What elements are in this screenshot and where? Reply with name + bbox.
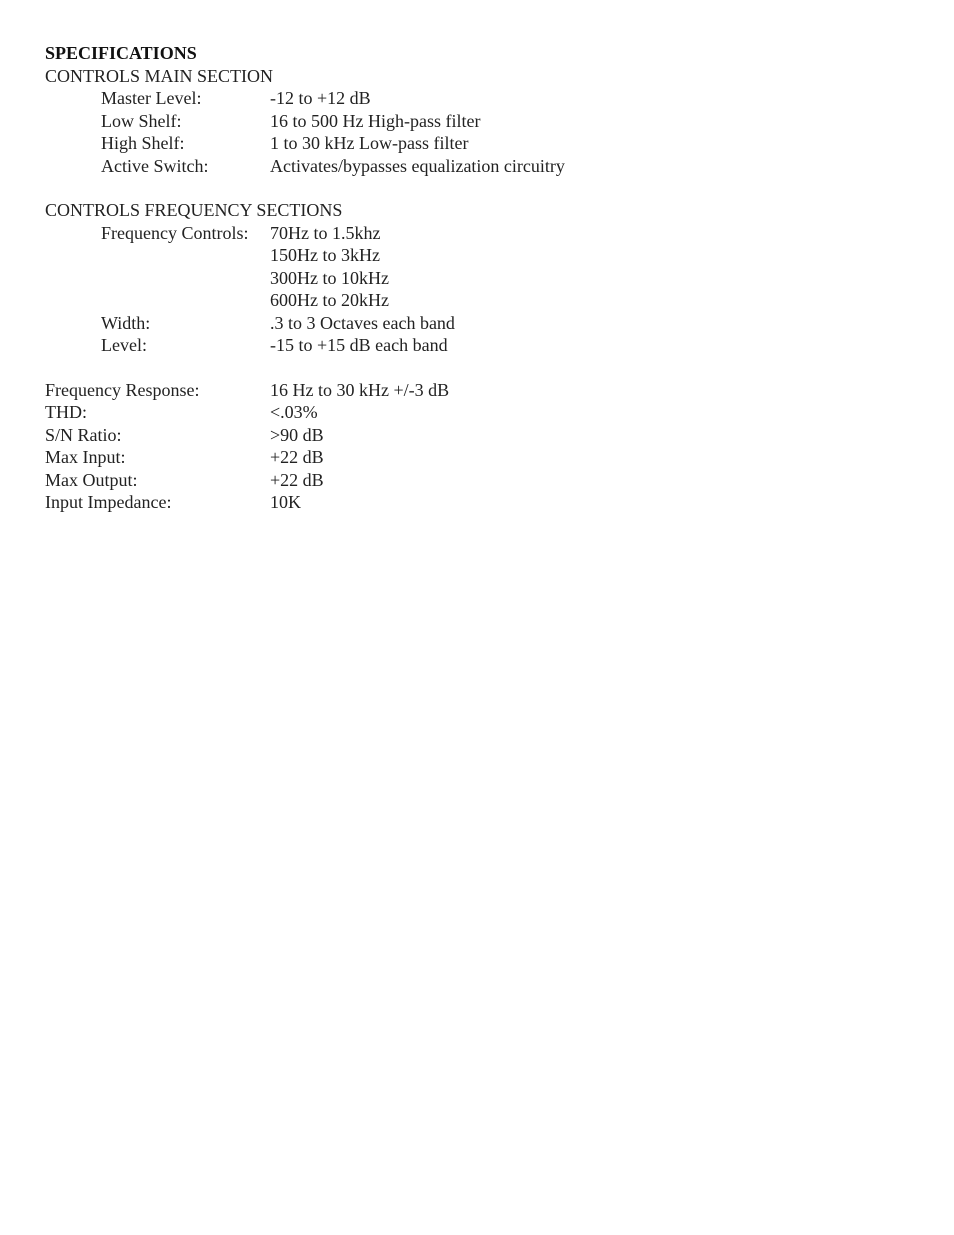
spec-row-input-impedance: [45, 491, 905, 514]
spec-value: 1 to 30 kHz Low-pass filter: [270, 133, 469, 153]
spec-row-width: [45, 312, 905, 335]
frequency-section-heading: CONTROLS FREQUENCY SECTIONS: [45, 200, 343, 220]
spec-label: Input Impedance:: [45, 492, 172, 512]
spec-row-active-switch: [45, 155, 905, 178]
section-spacer: [45, 177, 905, 199]
spec-value: 16 Hz to 30 kHz +/-3 dB: [270, 379, 450, 400]
spec-row-high-shelf: [45, 132, 905, 155]
spec-label: Low Shelf:: [101, 110, 182, 131]
spec-value: 16 to 500 Hz High-pass filter: [270, 110, 481, 131]
spec-label: Frequency Response:: [45, 379, 200, 400]
spec-value: 150Hz to 3kHz: [270, 245, 380, 265]
spec-label: Max Input:: [45, 447, 126, 467]
main-section-heading: CONTROLS MAIN SECTION: [45, 65, 274, 86]
spec-row-frequency-controls: [45, 222, 905, 245]
spec-label: S/N Ratio:: [45, 424, 122, 445]
spec-value: 300Hz to 10kHz: [270, 267, 389, 288]
spec-value: -12 to +12 dB: [270, 88, 371, 108]
frequency-range-row: [45, 244, 905, 267]
spec-label: THD:: [45, 402, 87, 422]
section-spacer: [45, 357, 905, 379]
spec-value: 600Hz to 20kHz: [270, 290, 389, 310]
spec-row-thd: [45, 401, 905, 424]
spec-row-level: [45, 334, 905, 357]
spec-row-frequency-response: [45, 379, 905, 402]
specifications-page: [45, 42, 905, 514]
spec-value: .3 to 3 Octaves each band: [270, 312, 455, 333]
spec-value: Activates/bypasses equalization circuitry: [270, 155, 565, 176]
page-title: SPECIFICATIONS: [45, 43, 197, 63]
spec-row-max-output: [45, 469, 905, 492]
spec-label: Max Output:: [45, 469, 138, 490]
spec-label: Width:: [101, 312, 151, 333]
frequency-range-row: [45, 267, 905, 290]
frequency-range-row: [45, 289, 905, 312]
spec-value: >90 dB: [270, 424, 324, 445]
spec-row-low-shelf: [45, 110, 905, 133]
spec-label: Master Level:: [101, 88, 202, 108]
spec-row-max-input: [45, 446, 905, 469]
spec-value: 10K: [270, 492, 301, 512]
spec-value: +22 dB: [270, 447, 324, 467]
spec-label: Active Switch:: [101, 155, 209, 176]
spec-value: 70Hz to 1.5khz: [270, 222, 381, 243]
spec-label: Level:: [101, 335, 147, 355]
spec-value: +22 dB: [270, 469, 324, 490]
spec-row-sn-ratio: [45, 424, 905, 447]
spec-label: Frequency Controls:: [101, 222, 249, 243]
spec-row-master-level: [45, 87, 905, 110]
spec-value: -15 to +15 dB each band: [270, 335, 448, 355]
spec-value: <.03%: [270, 402, 318, 422]
spec-label: High Shelf:: [101, 133, 185, 153]
